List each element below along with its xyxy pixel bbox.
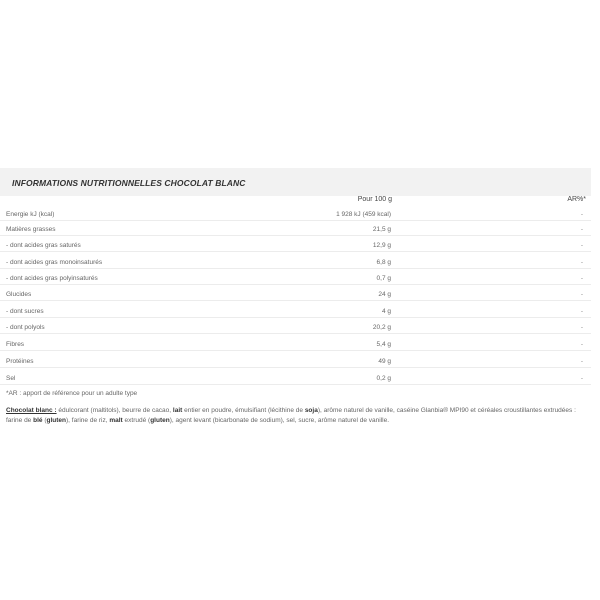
- row-label: - dont acides gras polyinsaturés: [6, 275, 98, 282]
- row-ar: -: [580, 291, 583, 298]
- table-row: [0, 205, 591, 221]
- ingredients-part: entier en poudre, émulsifiant (lécithine de: [182, 407, 305, 414]
- ingredients-part: (: [42, 417, 47, 424]
- row-ar: -: [580, 358, 583, 365]
- table-row: [0, 220, 591, 236]
- column-header-per-100g: Pour 100 g: [357, 196, 392, 203]
- row-label: - dont acides gras monoinsaturés: [6, 259, 103, 266]
- ingredients-part: édulcorant (maltitols), beurre de cacao,: [56, 407, 173, 414]
- row-label: Protéines: [6, 358, 34, 365]
- row-value: 12,9 g: [372, 242, 391, 249]
- row-value: 24 g: [378, 291, 391, 298]
- row-ar: -: [580, 259, 583, 266]
- row-value: 5,4 g: [376, 341, 391, 348]
- row-value: 4 g: [381, 308, 391, 315]
- table-row: [0, 318, 591, 334]
- column-header-ar: AR%*: [567, 196, 586, 203]
- allergen-gluten: gluten: [46, 417, 66, 424]
- row-label: - dont acides gras saturés: [6, 242, 81, 249]
- row-value: 6,8 g: [376, 259, 391, 266]
- row-label: Fibres: [6, 341, 25, 348]
- row-value: 0,7 g: [376, 275, 391, 282]
- row-label: Sel: [6, 375, 16, 382]
- ingredients-text: [6, 406, 588, 426]
- table-row: [0, 236, 591, 252]
- row-ar: -: [580, 308, 583, 315]
- table-row: [0, 352, 591, 368]
- row-ar: -: [580, 211, 583, 218]
- table-row: [0, 285, 591, 301]
- allergen-gluten: gluten: [150, 417, 170, 424]
- ingredients-part: ), agent levant (bicarbonate de sodium), sel, sucre, arôme naturel de vanille.: [169, 417, 390, 424]
- ingredients-part: ), farine de riz,: [66, 417, 110, 424]
- row-ar: -: [580, 341, 583, 348]
- row-label: - dont polyols: [6, 324, 45, 331]
- row-ar: -: [580, 275, 583, 282]
- table-row: [0, 253, 591, 269]
- ingredients-heading: Chocolat blanc :: [6, 407, 57, 414]
- table-row: [0, 302, 591, 318]
- row-ar: -: [580, 324, 583, 331]
- ingredients-part: ), arôme naturel de vanille, caséine Glanbia® MPI90 et céréales croustillantes extrudées : farine de: [6, 407, 576, 424]
- allergen-malt: malt: [109, 417, 123, 424]
- row-ar: -: [580, 226, 583, 233]
- allergen-ble: blé: [33, 417, 43, 424]
- row-ar: -: [580, 375, 583, 382]
- row-value: 21,5 g: [372, 226, 391, 233]
- row-label: Glucides: [6, 291, 32, 298]
- row-value: 1 928 kJ (459 kcal): [336, 211, 391, 218]
- table-row: [0, 335, 591, 351]
- row-value: 20,2 g: [372, 324, 391, 331]
- row-value: 0,2 g: [376, 375, 391, 382]
- table-title-bar: [0, 168, 591, 196]
- row-ar: -: [580, 242, 583, 249]
- table-title: INFORMATIONS NUTRITIONNELLES CHOCOLAT BLANC: [12, 178, 246, 188]
- row-label: Matières grasses: [6, 226, 56, 233]
- allergen-soja: soja: [304, 407, 318, 414]
- table-row: [0, 369, 591, 385]
- ingredients-part: extrudé (: [122, 417, 151, 424]
- ar-footnote: *AR : apport de référence pour un adulte type: [6, 390, 138, 397]
- row-label: Energie kJ (kcal): [6, 211, 55, 218]
- row-label: - dont sucres: [6, 308, 44, 315]
- allergen-lait: lait: [172, 407, 183, 414]
- table-row: [0, 269, 591, 285]
- row-value: 49 g: [378, 358, 391, 365]
